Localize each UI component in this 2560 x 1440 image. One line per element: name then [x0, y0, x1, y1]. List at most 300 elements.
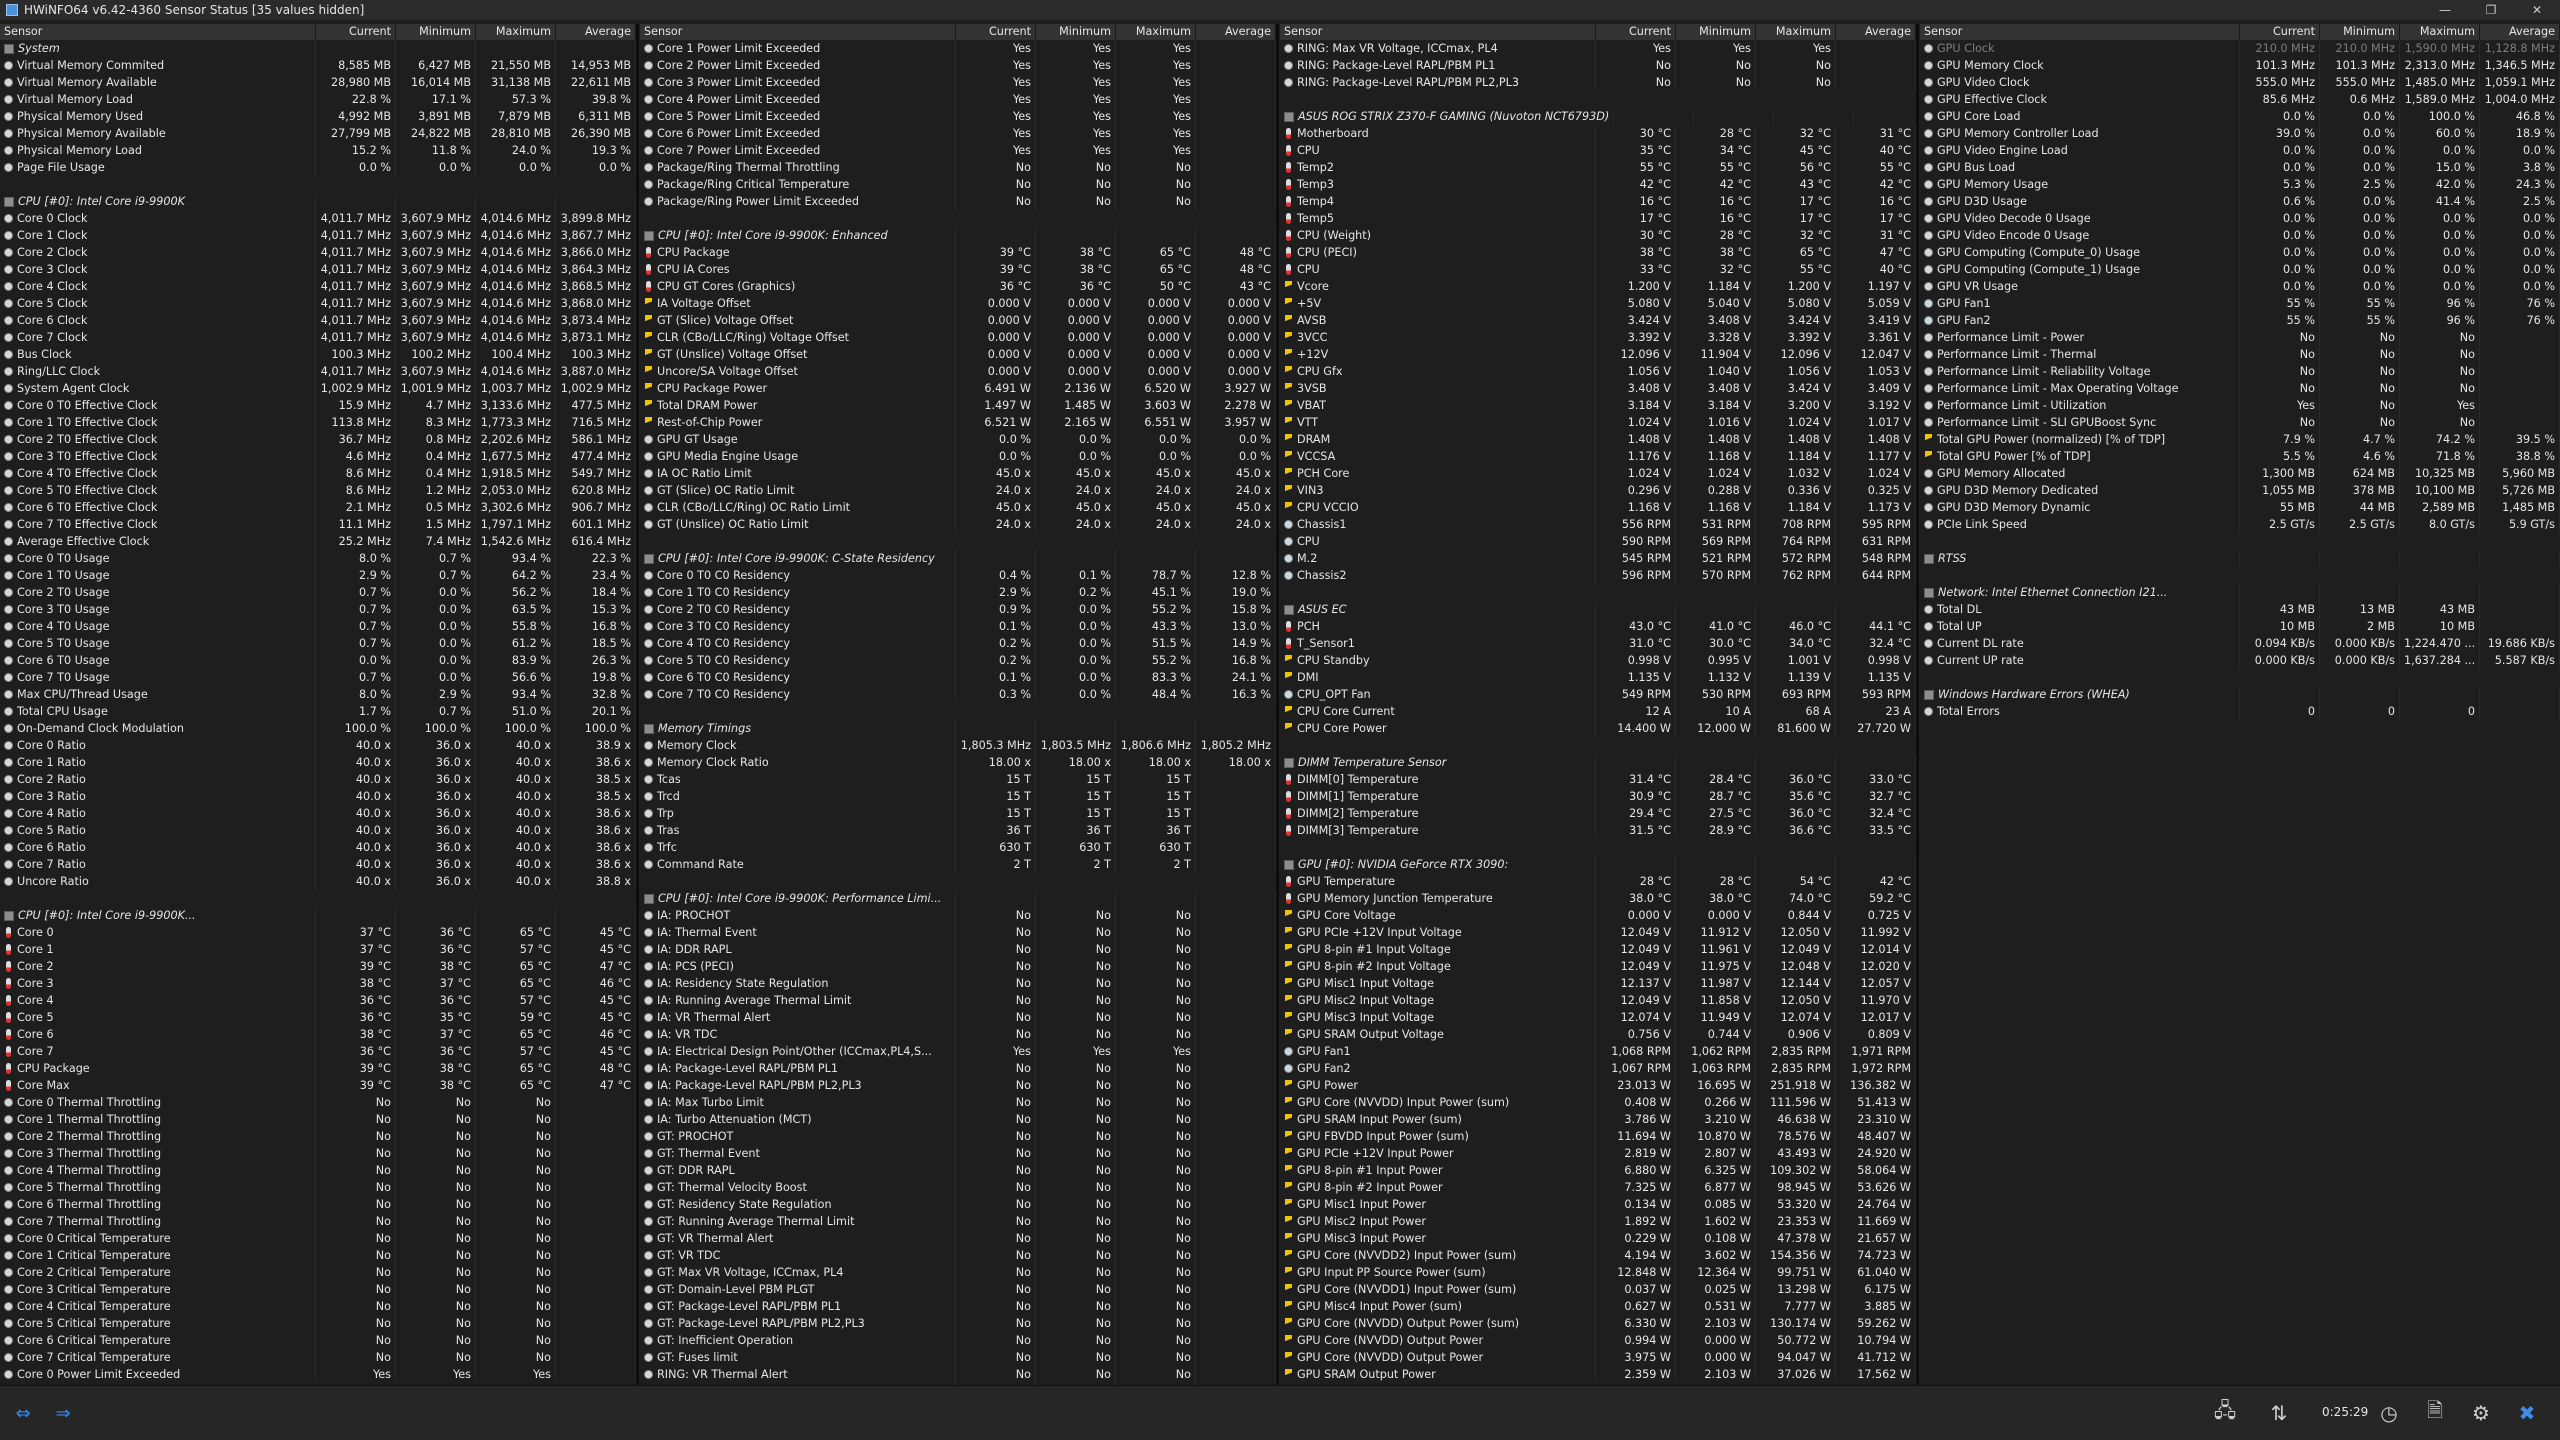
minimize-button[interactable]: — — [2439, 3, 2451, 17]
sensor-row[interactable] — [1920, 397, 2560, 414]
column-header-average[interactable]: Average — [1836, 24, 1916, 40]
sensor-circle-icon — [1924, 61, 1933, 70]
sensor-row[interactable] — [640, 1111, 1276, 1128]
column-header-minimum[interactable]: Minimum — [2320, 24, 2400, 40]
sensor-group-header[interactable] — [640, 227, 1276, 244]
sensor-row[interactable] — [1920, 312, 2560, 329]
sensor-row[interactable] — [1280, 771, 1916, 788]
sensor-row[interactable] — [640, 941, 1276, 958]
close-window-button[interactable]: ✕ — [2531, 3, 2543, 17]
sensor-row[interactable] — [1280, 703, 1916, 720]
sensor-row[interactable] — [640, 1009, 1276, 1026]
column-header-current[interactable]: Current — [1596, 24, 1676, 40]
sensor-row[interactable] — [0, 1332, 636, 1349]
sensor-row[interactable] — [1280, 1281, 1916, 1298]
sensor-row[interactable] — [1920, 465, 2560, 482]
column-header-current[interactable]: Current — [956, 24, 1036, 40]
sensor-row[interactable] — [640, 1060, 1276, 1077]
sensor-row[interactable] — [640, 312, 1276, 329]
sensor-row[interactable] — [1280, 652, 1916, 669]
sensor-row[interactable] — [0, 108, 636, 125]
sensor-row[interactable] — [640, 499, 1276, 516]
sensor-row[interactable] — [1920, 176, 2560, 193]
sensor-row[interactable] — [1280, 1298, 1916, 1315]
sensor-row[interactable] — [0, 1077, 636, 1094]
sensor-row[interactable] — [640, 1145, 1276, 1162]
sensor-row[interactable] — [1280, 618, 1916, 635]
sensor-row[interactable] — [1280, 244, 1916, 261]
sensor-row[interactable] — [640, 363, 1276, 380]
sensor-row[interactable] — [1920, 652, 2560, 669]
sensor-row[interactable] — [640, 193, 1276, 210]
sensor-row[interactable] — [1280, 924, 1916, 941]
sensor-row[interactable] — [0, 856, 636, 873]
sensor-row[interactable] — [1280, 1009, 1916, 1026]
sensor-row[interactable] — [640, 108, 1276, 125]
sensor-row[interactable] — [640, 669, 1276, 686]
sensor-row[interactable] — [640, 1281, 1276, 1298]
sensor-row[interactable] — [1920, 278, 2560, 295]
sensor-row[interactable] — [1280, 941, 1916, 958]
sensor-row[interactable] — [1280, 1128, 1916, 1145]
sensor-row[interactable] — [640, 465, 1276, 482]
column-header-average[interactable]: Average — [1196, 24, 1276, 40]
sensor-row[interactable] — [640, 754, 1276, 771]
sensor-row[interactable] — [1280, 958, 1916, 975]
sensor-row[interactable] — [1280, 295, 1916, 312]
report-icon[interactable]: 🗎 — [2426, 1398, 2444, 1422]
column-header-current[interactable]: Current — [2240, 24, 2320, 40]
sensor-row[interactable] — [0, 312, 636, 329]
sensor-row[interactable] — [1280, 278, 1916, 295]
sensor-row[interactable] — [1920, 601, 2560, 618]
sensor-row[interactable] — [0, 1145, 636, 1162]
sensor-row[interactable] — [0, 397, 636, 414]
sensor-row[interactable] — [640, 686, 1276, 703]
sensor-row[interactable] — [640, 856, 1276, 873]
sensor-row[interactable] — [0, 1009, 636, 1026]
column-header-maximum[interactable]: Maximum — [2400, 24, 2480, 40]
sensor-row[interactable] — [640, 1162, 1276, 1179]
sensor-pane-3[interactable] — [1280, 24, 1919, 1386]
sensor-row[interactable] — [0, 1196, 636, 1213]
sensor-row[interactable] — [1280, 975, 1916, 992]
sensor-row[interactable] — [0, 516, 636, 533]
sensor-row[interactable] — [1280, 992, 1916, 1009]
sensor-row[interactable] — [0, 363, 636, 380]
column-header-minimum[interactable]: Minimum — [1676, 24, 1756, 40]
sensor-row[interactable] — [1920, 618, 2560, 635]
sensor-row[interactable] — [1280, 159, 1916, 176]
sensor-row[interactable] — [0, 686, 636, 703]
sensor-row[interactable] — [0, 635, 636, 652]
sensor-row[interactable] — [1280, 397, 1916, 414]
close-icon[interactable]: ✖ — [2518, 1401, 2536, 1425]
sensor-row[interactable] — [0, 1247, 636, 1264]
sensor-row[interactable] — [640, 244, 1276, 261]
sensor-row[interactable] — [1920, 380, 2560, 397]
sensor-row[interactable] — [1920, 57, 2560, 74]
sensor-row[interactable] — [640, 992, 1276, 1009]
sensor-row[interactable] — [0, 584, 636, 601]
sensor-row[interactable] — [640, 1094, 1276, 1111]
sensor-group-header[interactable] — [1920, 584, 2560, 601]
sensor-row[interactable] — [1280, 669, 1916, 686]
sensor-row[interactable] — [640, 601, 1276, 618]
sensor-row[interactable] — [1280, 567, 1916, 584]
sensor-row[interactable] — [1280, 873, 1916, 890]
sensor-row[interactable] — [0, 839, 636, 856]
sensor-row[interactable] — [0, 550, 636, 567]
sensor-row[interactable] — [0, 652, 636, 669]
sensor-row[interactable] — [640, 907, 1276, 924]
sensor-row[interactable] — [640, 788, 1276, 805]
sensor-row[interactable] — [1920, 346, 2560, 363]
sensor-row[interactable] — [1280, 499, 1916, 516]
sensor-row[interactable] — [1280, 907, 1916, 924]
sensor-row[interactable] — [640, 635, 1276, 652]
sensor-group-header[interactable] — [640, 720, 1276, 737]
sensor-row[interactable] — [0, 91, 636, 108]
sensor-row[interactable] — [0, 448, 636, 465]
sensor-row[interactable] — [1920, 40, 2560, 57]
sensor-row[interactable] — [1920, 227, 2560, 244]
sensor-row[interactable] — [0, 57, 636, 74]
sensor-row[interactable] — [0, 1281, 636, 1298]
sensor-row[interactable] — [1280, 1264, 1916, 1281]
sensor-row[interactable] — [0, 567, 636, 584]
sensor-row[interactable] — [0, 244, 636, 261]
sensor-row[interactable] — [640, 567, 1276, 584]
sensor-row[interactable] — [1280, 176, 1916, 193]
sensor-row[interactable] — [0, 1230, 636, 1247]
sensor-row[interactable] — [1280, 380, 1916, 397]
sensor-row[interactable] — [640, 1196, 1276, 1213]
sensor-row[interactable] — [1280, 57, 1916, 74]
sensor-row[interactable] — [1280, 1213, 1916, 1230]
sensor-row[interactable] — [1920, 74, 2560, 91]
sensor-row[interactable] — [0, 1026, 636, 1043]
sensor-row[interactable] — [640, 329, 1276, 346]
sensor-row[interactable] — [1280, 890, 1916, 907]
sensor-row[interactable] — [1280, 448, 1916, 465]
sensor-row[interactable] — [0, 992, 636, 1009]
sensor-row[interactable] — [1920, 210, 2560, 227]
sensor-row[interactable] — [640, 142, 1276, 159]
sensor-row[interactable] — [1920, 363, 2560, 380]
sensor-group-header[interactable] — [640, 890, 1276, 907]
settings-gear-icon[interactable]: ⚙ — [2472, 1401, 2490, 1425]
sensor-row[interactable] — [1280, 465, 1916, 482]
sensor-row[interactable] — [1280, 1162, 1916, 1179]
sensor-row[interactable] — [640, 1264, 1276, 1281]
sensor-group-header[interactable] — [0, 907, 636, 924]
sensor-row[interactable] — [640, 57, 1276, 74]
sensor-row[interactable] — [0, 346, 636, 363]
column-header-average[interactable]: Average — [2480, 24, 2560, 40]
sensor-row[interactable] — [640, 346, 1276, 363]
sensor-row[interactable] — [1920, 261, 2560, 278]
sensor-row[interactable] — [0, 1094, 636, 1111]
sensor-row[interactable] — [640, 1366, 1276, 1383]
sensor-row[interactable] — [640, 1349, 1276, 1366]
sensor-row[interactable] — [640, 1213, 1276, 1230]
sensor-row[interactable] — [1280, 1043, 1916, 1060]
column-header-maximum[interactable]: Maximum — [476, 24, 556, 40]
sensor-row[interactable] — [0, 618, 636, 635]
sensor-row[interactable] — [640, 1298, 1276, 1315]
sensor-row[interactable] — [1280, 686, 1916, 703]
sensor-row[interactable] — [640, 125, 1276, 142]
sensor-row[interactable] — [1920, 703, 2560, 720]
sensor-row[interactable] — [640, 1230, 1276, 1247]
sensor-row[interactable] — [1280, 312, 1916, 329]
maximize-button[interactable]: ❐ — [2485, 3, 2497, 17]
sensor-row[interactable] — [1280, 822, 1916, 839]
sensor-row[interactable] — [0, 227, 636, 244]
sensor-group-header[interactable] — [1280, 108, 1916, 125]
sensor-row[interactable] — [1280, 1247, 1916, 1264]
column-header-sensor[interactable]: Sensor — [640, 24, 956, 40]
sensor-row[interactable] — [1920, 482, 2560, 499]
sensor-row[interactable] — [640, 261, 1276, 278]
sensor-row[interactable] — [0, 380, 636, 397]
sensor-group-header[interactable] — [1920, 686, 2560, 703]
sensor-row[interactable] — [0, 1179, 636, 1196]
sensor-row[interactable] — [1280, 720, 1916, 737]
sensor-row[interactable] — [1280, 1077, 1916, 1094]
sensor-row[interactable] — [640, 159, 1276, 176]
sensor-row[interactable] — [0, 601, 636, 618]
sensor-row[interactable] — [1280, 805, 1916, 822]
sensor-row[interactable] — [1920, 142, 2560, 159]
sensor-row[interactable] — [1280, 414, 1916, 431]
sensor-row[interactable] — [0, 1315, 636, 1332]
sensor-row[interactable] — [640, 278, 1276, 295]
sensor-row[interactable] — [640, 975, 1276, 992]
sensor-group-header[interactable] — [1280, 754, 1916, 771]
sensor-row[interactable] — [1280, 1179, 1916, 1196]
sensor-row[interactable] — [1280, 516, 1916, 533]
sensor-row[interactable] — [640, 1026, 1276, 1043]
sensor-row[interactable] — [1280, 1315, 1916, 1332]
clock-icon[interactable]: ◷ — [2380, 1401, 2398, 1425]
sensor-row[interactable] — [1920, 516, 2560, 533]
sensor-group-header[interactable] — [640, 550, 1276, 567]
sensor-row[interactable] — [1920, 108, 2560, 125]
sensor-row[interactable] — [0, 482, 636, 499]
sensor-row[interactable] — [640, 771, 1276, 788]
sensor-row[interactable] — [0, 210, 636, 227]
sensor-row[interactable] — [1280, 1349, 1916, 1366]
sensor-row[interactable] — [640, 295, 1276, 312]
sensor-row[interactable] — [1280, 1094, 1916, 1111]
sensor-row[interactable] — [1920, 159, 2560, 176]
sensor-row[interactable] — [1920, 499, 2560, 516]
sensor-row[interactable] — [0, 533, 636, 550]
sensor-pane-4[interactable] — [1920, 24, 2560, 1386]
sensor-group-header[interactable] — [0, 40, 636, 57]
sensor-row[interactable] — [640, 74, 1276, 91]
sensor-row[interactable] — [0, 431, 636, 448]
column-header-average[interactable]: Average — [556, 24, 636, 40]
sensor-row[interactable] — [1280, 482, 1916, 499]
sensor-row[interactable] — [0, 414, 636, 431]
sensor-row[interactable] — [640, 380, 1276, 397]
sensor-row[interactable] — [640, 414, 1276, 431]
sensor-row[interactable] — [0, 924, 636, 941]
sensor-row[interactable] — [1920, 414, 2560, 431]
sensor-row[interactable] — [1920, 635, 2560, 652]
column-header-sensor[interactable]: Sensor — [0, 24, 316, 40]
sensor-row[interactable] — [1920, 91, 2560, 108]
sensor-row[interactable] — [1920, 244, 2560, 261]
sensor-row[interactable] — [0, 822, 636, 839]
sensor-row[interactable] — [0, 329, 636, 346]
sensor-row[interactable] — [0, 958, 636, 975]
sensor-row[interactable] — [0, 1366, 636, 1383]
screen-sync-icon[interactable]: ⇅ — [2270, 1401, 2288, 1425]
sensor-row[interactable] — [0, 295, 636, 312]
sensor-row[interactable] — [0, 941, 636, 958]
sensor-row[interactable] — [0, 261, 636, 278]
arrows-next-icon[interactable]: ⇒ — [55, 1402, 71, 1424]
sensor-row[interactable] — [0, 737, 636, 754]
column-header-minimum[interactable]: Minimum — [1036, 24, 1116, 40]
sensor-row[interactable] — [640, 924, 1276, 941]
sensor-group-header[interactable] — [1920, 550, 2560, 567]
sensor-row[interactable] — [1920, 448, 2560, 465]
sensor-pane-1[interactable] — [0, 24, 639, 1386]
sensor-row[interactable] — [0, 125, 636, 142]
sensor-row[interactable] — [1280, 431, 1916, 448]
sensor-row[interactable] — [1280, 1026, 1916, 1043]
sensor-row[interactable] — [1280, 261, 1916, 278]
column-header-minimum[interactable]: Minimum — [396, 24, 476, 40]
sensor-row[interactable] — [1280, 346, 1916, 363]
sensor-row[interactable] — [640, 958, 1276, 975]
sensor-row[interactable] — [640, 618, 1276, 635]
sensor-row[interactable] — [640, 1043, 1276, 1060]
sensor-row[interactable] — [1280, 210, 1916, 227]
sensor-group-header[interactable] — [1280, 856, 1916, 873]
column-header-current[interactable]: Current — [316, 24, 396, 40]
sensor-row[interactable] — [1920, 193, 2560, 210]
sensor-row[interactable] — [640, 448, 1276, 465]
sensor-row[interactable] — [0, 465, 636, 482]
sensor-group-header[interactable] — [0, 193, 636, 210]
sensor-row[interactable] — [1280, 1332, 1916, 1349]
sensor-row[interactable] — [640, 1247, 1276, 1264]
sensor-row[interactable] — [0, 788, 636, 805]
sensor-row[interactable] — [640, 482, 1276, 499]
sensor-row[interactable] — [1280, 1196, 1916, 1213]
sensor-row[interactable] — [1280, 193, 1916, 210]
sensor-row[interactable] — [640, 652, 1276, 669]
sensor-row[interactable] — [0, 499, 636, 516]
sensor-row[interactable] — [1280, 329, 1916, 346]
sensor-row[interactable] — [1920, 295, 2560, 312]
sensor-row[interactable] — [1280, 788, 1916, 805]
sensor-row[interactable] — [1280, 1111, 1916, 1128]
sensor-row[interactable] — [0, 1111, 636, 1128]
sensor-row[interactable] — [640, 805, 1276, 822]
sensor-row[interactable] — [0, 159, 636, 176]
sensor-row[interactable] — [1280, 1060, 1916, 1077]
sensor-row[interactable] — [0, 754, 636, 771]
sensor-row[interactable] — [1280, 74, 1916, 91]
sensor-row[interactable] — [0, 74, 636, 91]
column-header-maximum[interactable]: Maximum — [1756, 24, 1836, 40]
sensor-row[interactable] — [640, 1077, 1276, 1094]
sensor-row[interactable] — [640, 1128, 1276, 1145]
sensor-row[interactable] — [1280, 1366, 1916, 1383]
sensor-row[interactable] — [640, 431, 1276, 448]
arrows-left-right-icon[interactable]: ⇔ — [15, 1402, 31, 1424]
sensor-row[interactable] — [1280, 125, 1916, 142]
sensor-row[interactable] — [0, 142, 636, 159]
sensor-row[interactable] — [640, 91, 1276, 108]
column-header-maximum[interactable]: Maximum — [1116, 24, 1196, 40]
sensor-pane-2[interactable] — [640, 24, 1279, 1386]
column-header-sensor[interactable]: Sensor — [1280, 24, 1596, 40]
sensor-row[interactable] — [1280, 550, 1916, 567]
sensor-row[interactable] — [0, 873, 636, 890]
sensor-row[interactable] — [0, 1213, 636, 1230]
sensor-row[interactable] — [1280, 40, 1916, 57]
sensor-row[interactable] — [0, 1349, 636, 1366]
sensor-row[interactable] — [640, 397, 1276, 414]
sensor-row[interactable] — [640, 1179, 1276, 1196]
sensor-row[interactable] — [0, 771, 636, 788]
sensor-row[interactable] — [0, 1264, 636, 1281]
column-header-sensor[interactable]: Sensor — [1920, 24, 2240, 40]
sensor-row[interactable] — [0, 805, 636, 822]
sensor-row[interactable] — [1280, 1230, 1916, 1247]
sensor-row[interactable] — [0, 1043, 636, 1060]
sensor-row[interactable] — [1920, 125, 2560, 142]
sensor-row[interactable] — [640, 40, 1276, 57]
sensor-row[interactable] — [1920, 329, 2560, 346]
sensor-row[interactable] — [0, 703, 636, 720]
sensor-row[interactable] — [640, 1315, 1276, 1332]
sensor-row[interactable] — [1280, 142, 1916, 159]
sensor-row[interactable] — [0, 1162, 636, 1179]
sensor-row[interactable] — [640, 516, 1276, 533]
sensor-row[interactable] — [1280, 533, 1916, 550]
sensor-group-header[interactable] — [1280, 601, 1916, 618]
sensor-row[interactable] — [1280, 635, 1916, 652]
sensor-row[interactable] — [0, 720, 636, 737]
sensor-row[interactable] — [640, 1332, 1276, 1349]
sensor-row[interactable] — [1280, 227, 1916, 244]
network-sensor-icon[interactable]: 🖧 — [2213, 1398, 2237, 1422]
sensor-row[interactable] — [640, 839, 1276, 856]
sensor-row[interactable] — [1920, 431, 2560, 448]
sensor-row[interactable] — [640, 176, 1276, 193]
sensor-row[interactable] — [640, 584, 1276, 601]
sensor-row[interactable] — [640, 737, 1276, 754]
sensor-row[interactable] — [0, 975, 636, 992]
sensor-row[interactable] — [0, 1128, 636, 1145]
sensor-row[interactable] — [0, 669, 636, 686]
sensor-row[interactable] — [0, 1060, 636, 1077]
sensor-row[interactable] — [1280, 1145, 1916, 1162]
sensor-row[interactable] — [640, 822, 1276, 839]
sensor-row[interactable] — [0, 1298, 636, 1315]
sensor-row[interactable] — [0, 278, 636, 295]
sensor-row[interactable] — [1280, 363, 1916, 380]
